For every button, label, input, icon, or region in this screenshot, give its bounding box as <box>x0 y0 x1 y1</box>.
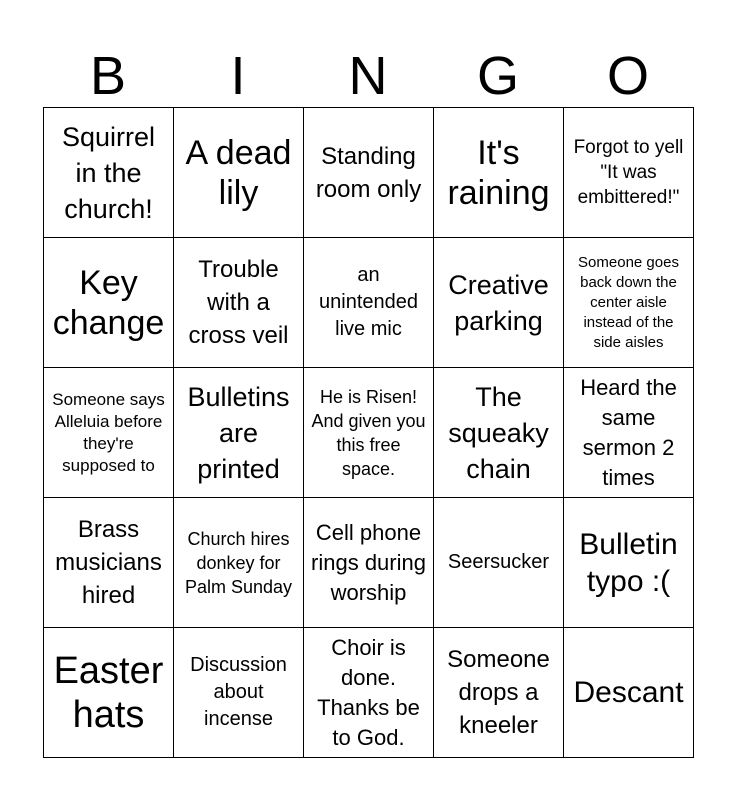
bingo-cell[interactable] <box>434 238 564 368</box>
bingo-cell[interactable] <box>434 628 564 758</box>
bingo-cell[interactable] <box>304 368 434 498</box>
header-letter-i: I <box>230 46 246 106</box>
cell-text: Choir is done. Thanks be to God. <box>317 634 420 750</box>
header-letter-n: N <box>348 46 388 106</box>
cell-text: Someone drops a kneeler <box>447 646 550 739</box>
board-row <box>44 238 694 368</box>
cell-text: Cell phone rings during worship <box>311 519 426 605</box>
cell-text: It's raining <box>447 133 550 212</box>
bingo-cell[interactable] <box>174 628 304 758</box>
bingo-cell[interactable] <box>44 498 174 628</box>
bingo-cell[interactable] <box>174 498 304 628</box>
cell-text: Key change <box>52 263 165 342</box>
bingo-header <box>43 44 693 108</box>
cell-text: Church hires donkey for Palm Sunday <box>184 528 293 597</box>
bingo-cell[interactable] <box>44 368 174 498</box>
header-letter-g: G <box>476 46 519 106</box>
cell-text: Bulletins are printed <box>187 381 290 484</box>
cell-text: A dead lily <box>185 133 292 212</box>
header-letter-b: B <box>89 46 127 106</box>
cell-text: Brass musicians hired <box>55 516 162 609</box>
cell-text: Bulletin typo :( <box>579 527 678 598</box>
bingo-cell[interactable] <box>564 628 694 758</box>
bingo-cell[interactable] <box>434 108 564 238</box>
header-letter-o: O <box>606 46 649 106</box>
bingo-cell[interactable] <box>564 238 694 368</box>
bingo-cell[interactable] <box>434 498 564 628</box>
bingo-cell[interactable] <box>44 108 174 238</box>
bingo-cell[interactable] <box>304 498 434 628</box>
bingo-cell[interactable] <box>304 108 434 238</box>
cell-text: Someone says Alleluia before they're supposed to <box>52 389 165 475</box>
cell-text: Descant <box>573 676 684 709</box>
board-row <box>44 108 694 238</box>
cell-text: He is Risen! And given you this free space. <box>311 386 426 479</box>
cell-text: Seersucker <box>447 551 550 573</box>
cell-text: Forgot to yell "It was embittered!" <box>573 137 684 208</box>
cell-text: Heard the same sermon 2 times <box>580 374 677 490</box>
bingo-cell[interactable] <box>434 368 564 498</box>
bingo-cell[interactable] <box>564 368 694 498</box>
cell-text: Creative parking <box>448 269 549 336</box>
bingo-cell[interactable] <box>44 238 174 368</box>
cell-text: Discussion about incense <box>190 654 287 730</box>
cell-text: The squeaky chain <box>448 381 549 484</box>
bingo-cell[interactable] <box>174 108 304 238</box>
bingo-board <box>43 107 694 758</box>
cell-text: Squirrel in the church! <box>61 121 156 224</box>
board-row <box>44 628 694 758</box>
board-row <box>44 368 694 498</box>
bingo-cell[interactable] <box>304 628 434 758</box>
bingo-cell[interactable] <box>564 108 694 238</box>
board-row <box>44 498 694 628</box>
bingo-cell[interactable] <box>304 238 434 368</box>
bingo-cell[interactable] <box>174 238 304 368</box>
bingo-cell[interactable] <box>174 368 304 498</box>
bingo-cell[interactable] <box>564 498 694 628</box>
cell-text: an unintended live mic <box>319 264 418 340</box>
bingo-cell[interactable] <box>44 628 174 758</box>
cell-text: Someone goes back down the center aisle instead of the side aisles <box>578 253 679 351</box>
cell-text: Trouble with a cross veil <box>188 256 289 349</box>
cell-text: Standing room only <box>315 142 422 203</box>
cell-text: Easter hats <box>53 649 164 736</box>
